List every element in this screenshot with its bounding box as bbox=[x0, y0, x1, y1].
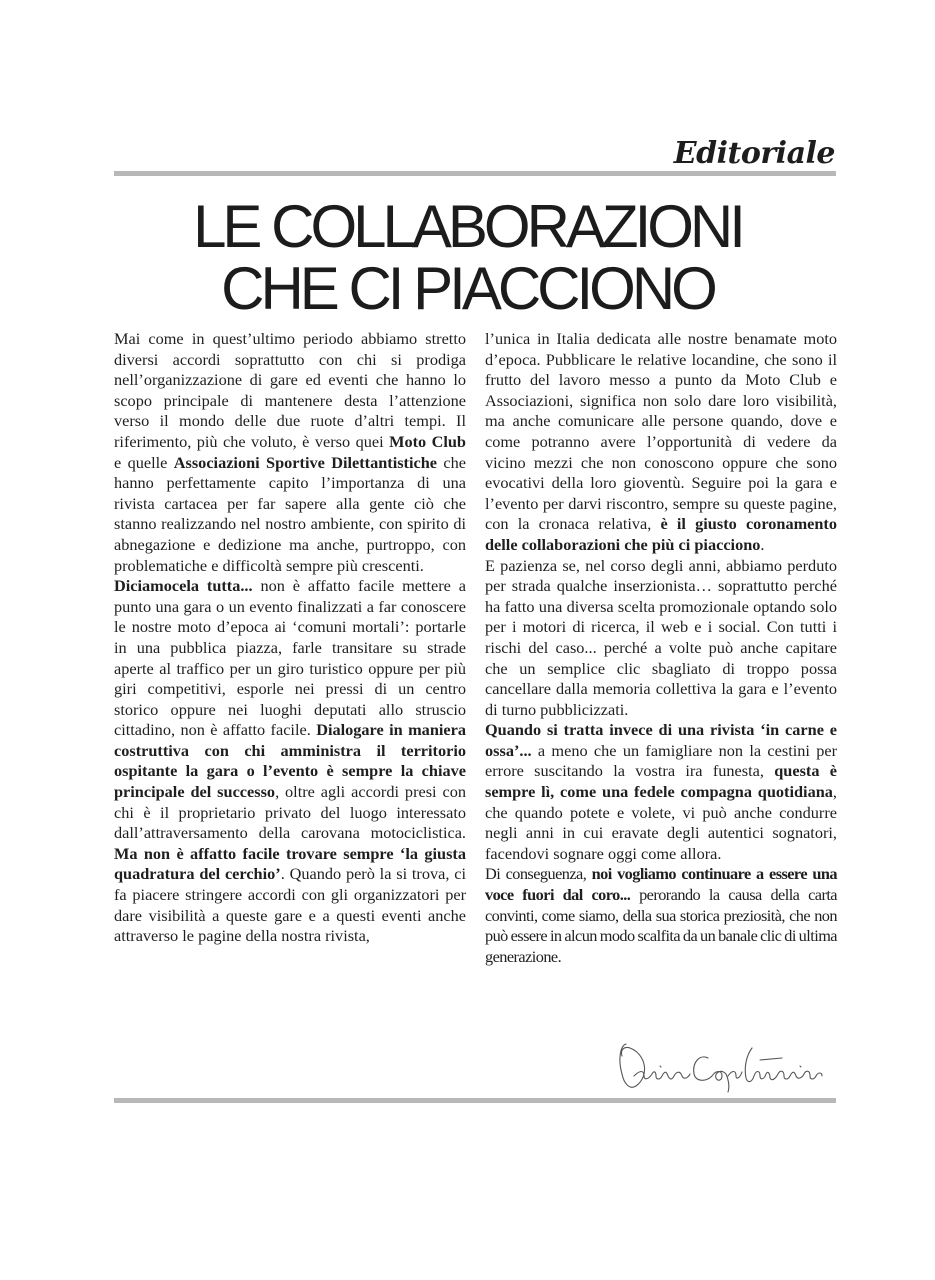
text-run: non è affatto facile mettere a punto una gara o un evento finalizzati a far conoscere le nostre moto d’epoca ai ‘comuni mortali’: portarle in una pubblica piazza, farle transitare su strade aperte al traffico per un giro turistico oppure per più giri competitivi, esporle nei pressi di un centro storico oppure nei luoghi deputati allo struscio cittadino, non è affatto facile. bbox=[114, 576, 467, 740]
bold-run: questa è sempre lì, come una fedele compagna quotidiana bbox=[485, 761, 838, 802]
handwritten-signature bbox=[610, 1036, 838, 1094]
text-run: E pazienza se, nel corso degli anni, abbiamo perduto per strada qualche inserzionista… soprattutto perché ha fatto una diversa scelta promozionale optando solo per i motori di ricerca, il web e i social. Con tutti i rischi del caso... perché a volte può anche capitare che un semplice clic sbagliato di troppo possa cancellare dalla memoria collettiva la gara e l’evento di turno pubblicizzati. bbox=[485, 555, 837, 719]
text-run: . bbox=[760, 534, 765, 554]
bold-run: noi vogliamo continuare a essere una voce fuori dal coro... bbox=[485, 864, 837, 905]
title-line-1: LE COLLABORAZIONI bbox=[193, 193, 742, 260]
text-run: , che quando potete e volete, vi può anche condurre negli anni in cui eravate degli autentici sognatori, facendovi sognare oggi come allora. bbox=[485, 782, 837, 863]
paragraph bbox=[485, 329, 837, 556]
top-rule bbox=[114, 171, 836, 176]
paragraph bbox=[114, 576, 466, 947]
right-column bbox=[485, 329, 837, 967]
page-title bbox=[0, 193, 935, 322]
section-label: Editoriale bbox=[673, 136, 835, 171]
text-run: Di conseguenza, bbox=[485, 864, 592, 884]
text-run: . Quando però la si trova, ci fa piacere stringere accordi con gli organizzatori per dare visibilità a queste gare e a questi eventi anche attraverso le pagine della nostra rivista, bbox=[114, 864, 466, 946]
text-run: che hanno perfettamente capito l’importanza di una rivista cartacea per far sapere alla gente ciò che stanno realizzando nel nostro ambiente, con spirito di abnegazione e dedizione ma anche, purtroppo, con problematiche e difficoltà sempre più crescenti. bbox=[114, 452, 466, 575]
text-run: Mai come in quest’ultimo periodo abbiamo stretto diversi accordi soprattutto con chi si prodiga nell’organizzazione di gare ed eventi che hanno lo scopo principale di mantenere desta l’attenzione verso il mondo delle due ruote d’altri tempi. Il riferimento, più che voluto, è verso quei bbox=[114, 329, 466, 451]
bottom-rule bbox=[114, 1098, 836, 1103]
bold-run: Associazioni Sportive Dilettantistiche bbox=[173, 452, 438, 472]
bold-run: è il giusto coronamento delle collaborazioni che più ci piacciono bbox=[485, 514, 837, 554]
bold-run: Dialogare in maniera costruttiva con chi amministra il territorio ospitante la gara o l’evento è sempre la chiave principale del successo bbox=[114, 720, 466, 802]
title-line-2: CHE CI PIACCIONO bbox=[221, 255, 714, 322]
text-run: a meno che un famigliare non la cestini per errore suscitando la vostra ira funesta, bbox=[485, 740, 837, 781]
bold-run: Diciamocela tutta... bbox=[114, 576, 253, 596]
text-run: e quelle bbox=[114, 452, 174, 472]
paragraph bbox=[485, 864, 837, 967]
paragraph bbox=[485, 556, 837, 721]
bold-run: Ma non è affatto facile trovare sempre ‘la giusta quadratura del cerchio’ bbox=[114, 843, 466, 884]
left-column bbox=[114, 329, 466, 947]
text-run: perorando la causa della carta convinti, come siamo, della sua storica preziosità, che non può essere in alcun modo scalfita da un banale clic di ultima generazione. bbox=[485, 885, 837, 966]
bold-run: Quando si tratta invece di una rivista ‘in carne e ossa’... bbox=[485, 720, 837, 760]
text-run: , oltre agli accordi presi con chi è il proprietario privato del luogo interessato dall’attraversamento della carovana motociclistica. bbox=[114, 782, 466, 843]
paragraph bbox=[485, 720, 837, 864]
bold-run: Moto Club bbox=[389, 431, 466, 451]
paragraph bbox=[114, 329, 466, 576]
text-run: l’unica in Italia dedicata alle nostre benamate moto d’epoca. Pubblicare le relative locandine, che sono il frutto del lavoro messo a punto da Moto Club e Associazioni, significa non solo dare loro visibilità, ma anche comunicare alle persone quando, dove e come potranno avere l’opportunità di vedere da vicino mezzi che non conoscono oppure che sono evocativi della loro gioventù. Seguire poi la gara e l’evento per darvi riscontro, sempre su queste pagine, con la cronaca relativa, bbox=[485, 329, 837, 534]
